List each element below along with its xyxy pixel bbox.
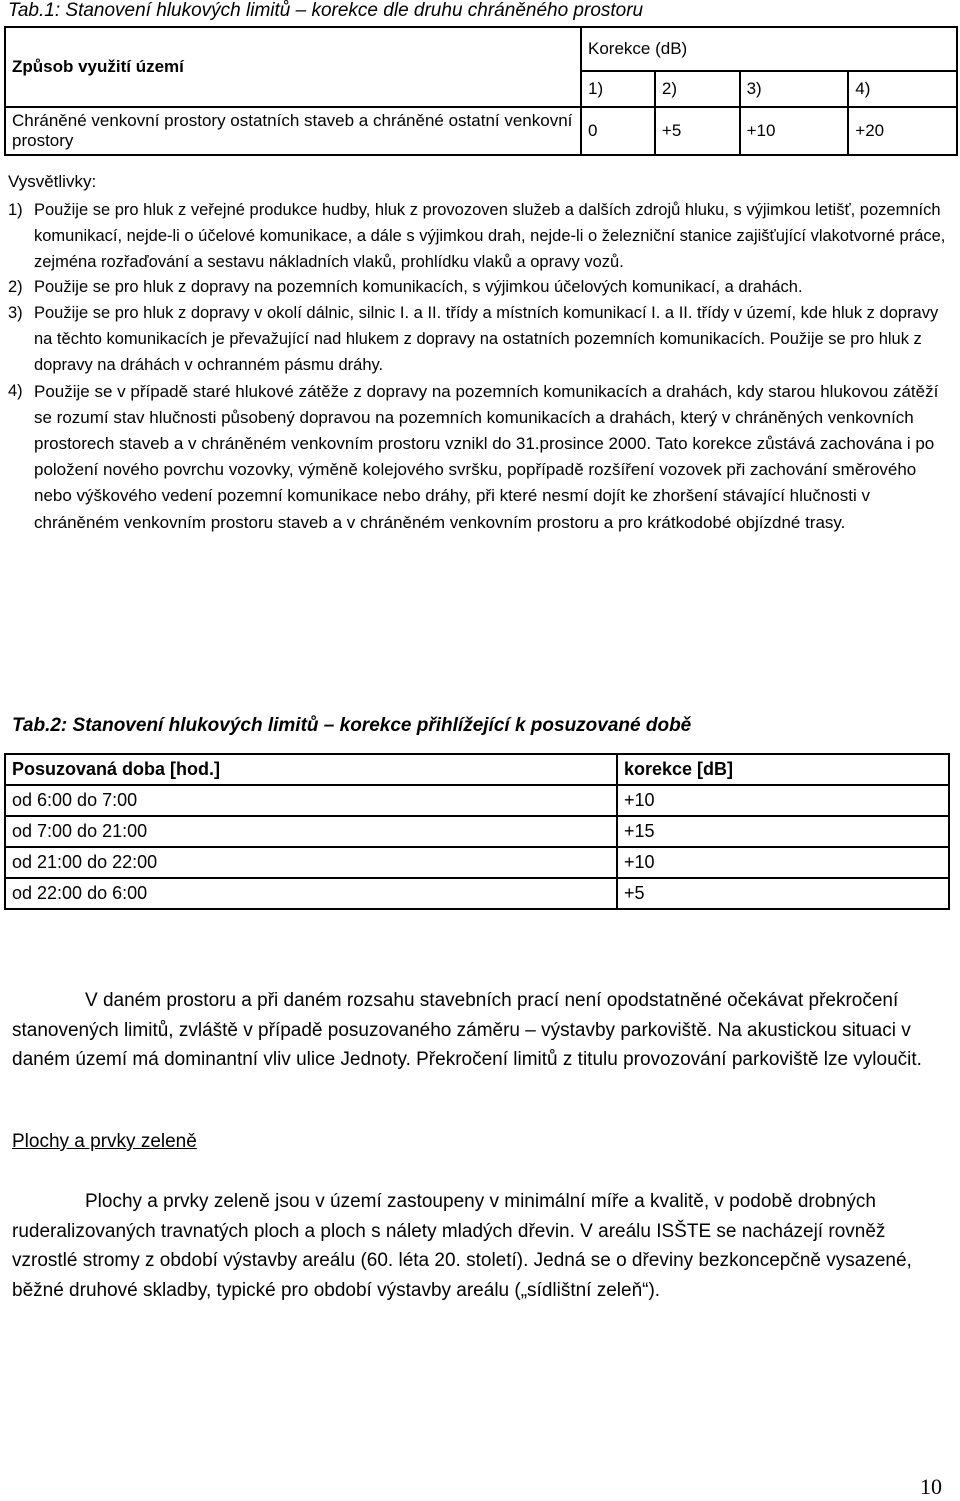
table1-header-correction: Korekce (dB) (581, 27, 957, 71)
section-heading-greenery: Plochy a prvky zeleně (12, 1131, 197, 1152)
legend-note-text: Použije se pro hluk z veřejné produkce hudby, hluk z provozoven služeb a dalších zdrojů hluku, s výjimkou letišť, pozemních komunikací, nejde-li o účelové komunikace, a dále s výjimkou drah, nejde-li o železniční stanice zajišťující vlakotvorné práce, zejména rozřaďování a sestavu nákladních vlaků, prohlídku vlaků a opravy vozů. (34, 201, 946, 271)
table1-value-3: +10 (740, 107, 849, 155)
table1-row-label: Chráněné venkovní prostory ostatních staveb a chráněné ostatní venkovní prostory (5, 107, 581, 155)
table1-value-2: +5 (655, 107, 740, 155)
table2-correction: +10 (617, 847, 949, 878)
legend-note (8, 198, 948, 275)
body-paragraph-greenery: Plochy a prvky zeleně jsou v území zastoupeny v minimální míře a kvalitě, v podobě drobných ruderalizovaných travnatých ploch a ploch s nálety mladých dřevin. V areálu ISŠTE se nacházejí rovněž vzrostlé stromy z období výstavby areálu (60. léta 20. století). Jedná se o dřeviny bezkoncepčně vysazené, běžné druhové skladby, typické pro období výstavby areálu („sídlištní zeleň“). (12, 1191, 912, 1301)
table-row (5, 878, 949, 909)
table1-subheader-4: 4) (848, 71, 957, 107)
table1-header-usage: Způsob využití území (5, 27, 581, 107)
legend-note-number: 1) (8, 201, 23, 219)
legend-note-text: Použije se pro hluk z dopravy na pozemních komunikacích, s výjimkou účelových komunikací, a drahách. (34, 278, 803, 297)
table-row (5, 785, 949, 816)
legend-note-number: 4) (8, 381, 23, 400)
legend-notes (8, 198, 948, 536)
legend-note (8, 275, 948, 301)
legend-note (8, 379, 948, 536)
table1-subheader-3: 3) (740, 71, 849, 107)
table2-header-period: Posuzovaná doba [hod.] (5, 754, 617, 785)
table1-value-4: +20 (848, 107, 957, 155)
table1 (4, 26, 958, 156)
table1-value-1: 0 (581, 107, 655, 155)
table1-title: Tab.1: Stanovení hlukových limitů – korekce dle druhu chráněného prostoru (8, 0, 644, 21)
table1-subheader-2: 2) (655, 71, 740, 107)
legend-note-number: 3) (8, 304, 23, 323)
table2-correction: +10 (617, 785, 949, 816)
table-row (5, 816, 949, 847)
table2-period: od 7:00 do 21:00 (5, 816, 617, 847)
table-row (5, 847, 949, 878)
legend-note-number: 2) (8, 278, 23, 297)
table2 (4, 753, 950, 910)
legend-note-text: Použije se pro hluk z dopravy v okolí dálnic, silnic I. a II. třídy a místních komunikací I. a II. třídy v území, kde hluk z dopravy na těchto komunikacích je převažující nad hlukem z dopravy na ostatních pozemních komunikacích. Použije se pro hluk z dopravy na dráhách v ochranném pásmu dráhy. (34, 304, 939, 374)
table1-subheader-1: 1) (581, 71, 655, 107)
body-paragraph-noise: V daném prostoru a při daném rozsahu stavebních prací není opodstatněné očekávat překročení stanovených limitů, zvláště v případě posuzovaného záměru – výstavby parkoviště. Na akustickou situaci v daném území má dominantní vliv ulice Jednoty. Překročení limitů z titulu provozování parkoviště lze vyloučit. (12, 990, 922, 1070)
table2-period: od 21:00 do 22:00 (5, 847, 617, 878)
page-number: 10 (920, 1474, 942, 1499)
table2-period: od 6:00 do 7:00 (5, 785, 617, 816)
legend-title: Vysvětlivky: (8, 172, 97, 191)
table2-correction: +5 (617, 878, 949, 909)
legend-note-text: Použije se v případě staré hlukové zátěže z dopravy na pozemních komunikacích a drahách, kdy starou hlukovou zátěží se rozumí stav hlučnosti působený dopravou na pozemních komunikacích a drahách, který v chráněných venkovních prostorech staveb a v chráněném venkovním prostoru vznikl do 31.prosince 2000. Tato korekce zůstává zachována i po položení nového povrchu vozovky, výměně kolejového svršku, popřípadě rozšíření vozovek při zachování směrového nebo výškového vedení pozemní komunikace nebo dráhy, při které nesmí dojít ke zhoršení stávající hlučnosti v chráněném venkovním prostoru staveb a v chráněném venkovním prostoru a pro krátkodobé objízdné trasy. (34, 381, 939, 532)
table2-title: Tab.2: Stanovení hlukových limitů – korekce přihlížející k posuzované době (12, 715, 692, 736)
legend-note (8, 301, 948, 378)
table2-period: od 22:00 do 6:00 (5, 878, 617, 909)
table2-header-correction: korekce [dB] (617, 754, 949, 785)
table2-correction: +15 (617, 816, 949, 847)
